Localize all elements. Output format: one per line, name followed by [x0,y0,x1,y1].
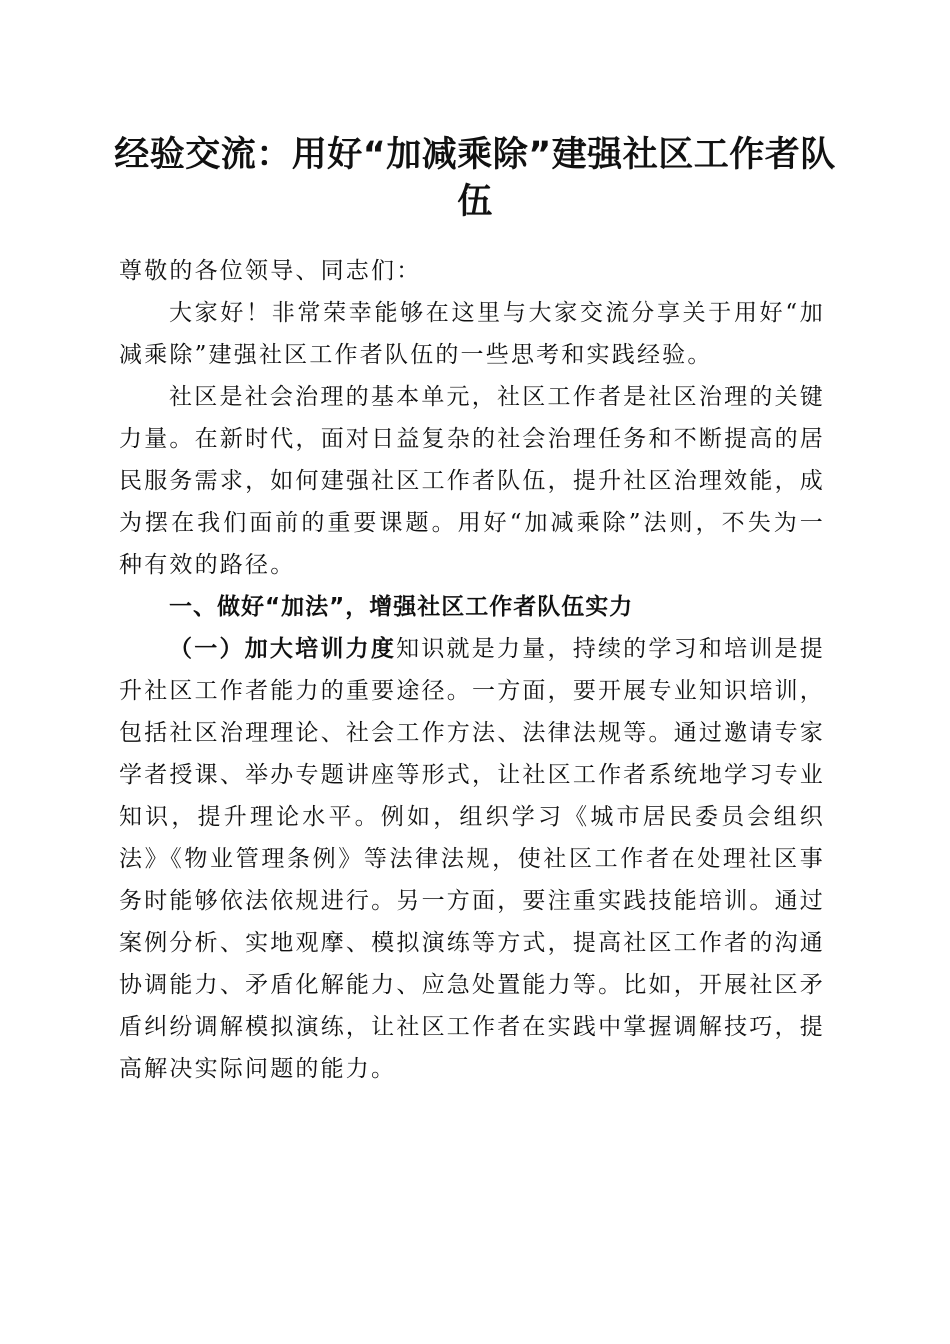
paragraph-training-text: 知识就是力量，持续的学习和培训是提升社区工作者能力的重要途径。一方面，要开展专业知识培训，包括社区治理理论、社会工作方法、法律法规等。通过邀请专家学者授课、举办专题讲座等形式，让社区工作者系统地学习专业知识，提升理论水平。例如，组织学习《城市居民委员会组织法》《物业管理条例》等法律法规，使社区工作者在处理社区事务时能够依法依规进行。另一方面，要注重实践技能培训。通过案例分析、实地观摩、模拟演练等方式，提高社区工作者的沟通协调能力、矛盾化解能力、应急处置能力等。比如，开展社区矛盾纠纷调解模拟演练，让社区工作者在实践中掌握调解技巧，提高解决实际问题的能力。 [119,636,825,1082]
paragraph-greeting: 大家好！非常荣幸能够在这里与大家交流分享关于用好“加减乘除”建强社区工作者队伍的一些思考和实践经验。 [119,300,825,368]
document-body [119,250,825,1090]
document-title: 经验交流：用好“加减乘除”建强社区工作者队伍 [114,135,836,222]
subsection-heading-training: （一）加大培训力度 [169,635,397,662]
section-heading-addition: 一、做好“加法”，增强社区工作者队伍实力 [169,594,634,620]
salutation: 尊敬的各位领导、同志们： [119,258,422,284]
paragraph-training [119,628,825,1090]
paragraph-intro: 社区是社会治理的基本单元，社区工作者是社区治理的关键力量。在新时代，面对日益复杂的社会治理任务和不断提高的居民服务需求，如何建强社区工作者队伍，提升社区治理效能，成为摆在我们面前的重要课题。用好“加减乘除”法则，不失为一种有效的路径。 [119,384,825,578]
